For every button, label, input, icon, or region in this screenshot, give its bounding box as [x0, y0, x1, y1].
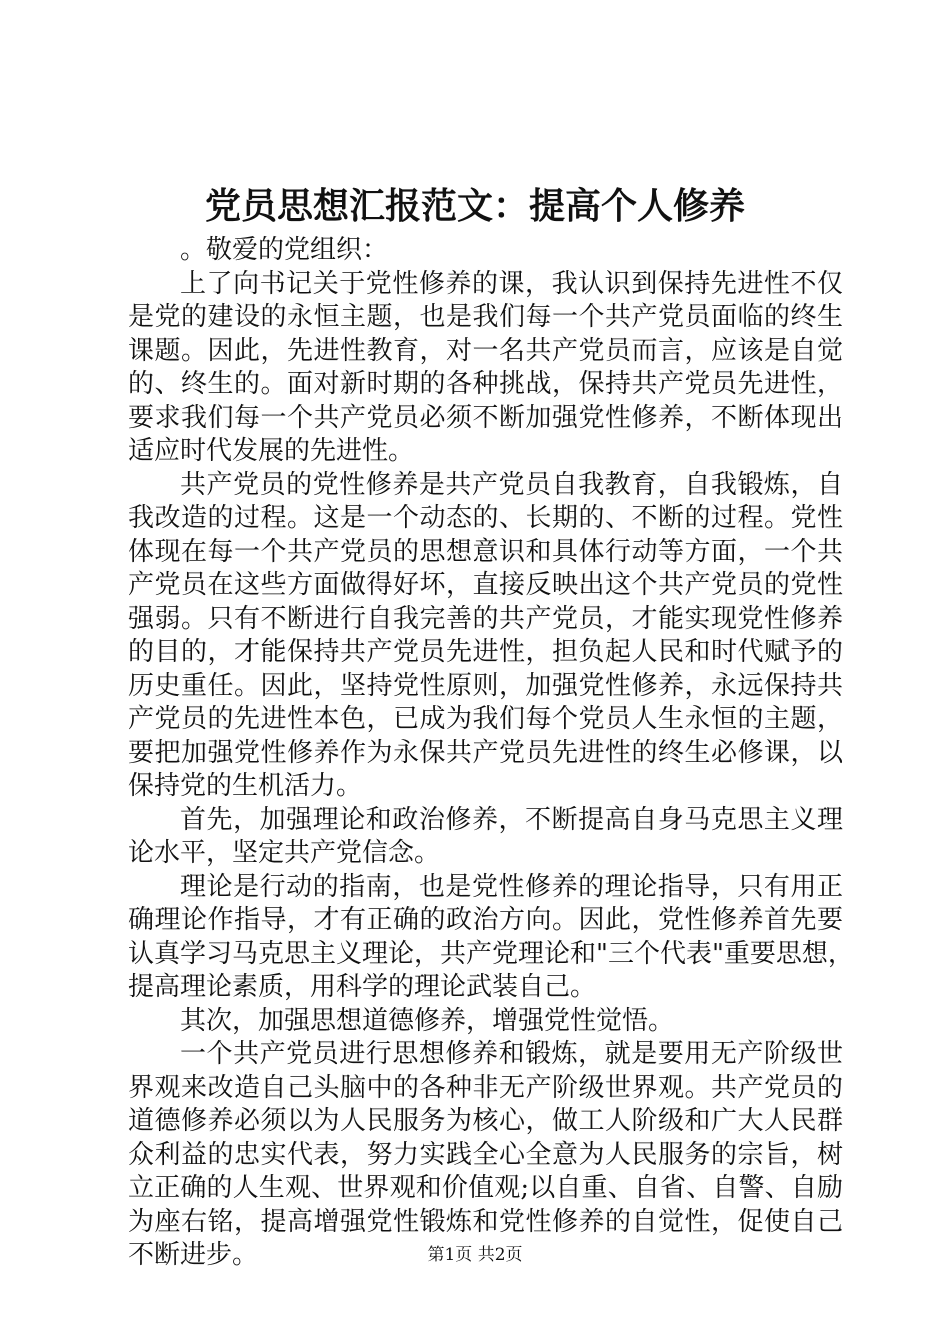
paragraph-line: 我改造的过程。这是一个动态的、长期的、不断的过程。党性 [128, 503, 843, 533]
paragraph [128, 1038, 843, 1273]
paragraph-line: 不断进步。 [128, 1240, 259, 1270]
paragraph [128, 268, 843, 469]
paragraph [128, 804, 843, 871]
paragraph-line: 课题。因此，先进性教育，对一名共产党员而言，应该是自觉 [128, 335, 843, 366]
paragraph-line: 一个共产党员进行思想修养和锻炼，就是要用无产阶级世 [180, 1039, 843, 1069]
paragraph-line: 认真学习马克思主义理论，共产党理论和"三个代表"重要思想， [128, 938, 854, 969]
paragraph [128, 469, 843, 804]
paragraph-line: 产党员在这些方面做得好坏，直接反映出这个共产党员的党性 [128, 570, 843, 600]
document-body [128, 234, 854, 1273]
paragraph-line: 体现在每一个共产党员的思想意识和具体行动等方面，一个共 [128, 536, 843, 567]
paragraph-line: 首先，加强理论和政治修养，不断提高自身马克思主义理 [180, 804, 843, 835]
paragraph-line: 的、终生的。面对新时期的各种挑战，保持共产党员先进性， [128, 369, 843, 399]
paragraph-line: 适应时代发展的先进性。 [128, 436, 415, 466]
paragraph-line: 其次，加强思想道德修养，增强党性觉悟。 [180, 1005, 675, 1036]
document-title: 党员思想汇报范文：提高个人修养 [204, 186, 745, 227]
paragraph-line: 论水平，坚定共产党信念。 [128, 838, 441, 868]
paragraph-line: 保持党的生机活力。 [128, 771, 363, 801]
paragraph-line: 道德修养必须以为人民服务为核心，做工人阶级和广大人民群 [128, 1106, 843, 1136]
paragraph-line: 界观来改造自己头脑中的各种非无产阶级世界观。共产党员的 [128, 1072, 843, 1103]
paragraph-line: 确理论作指导，才有正确的政治方向。因此，党性修养首先要 [128, 905, 843, 935]
paragraph [128, 871, 854, 1005]
paragraph-line: 要求我们每一个共产党员必须不断加强党性修养，不断体现出 [128, 402, 843, 433]
paragraph-line: 上了向书记关于党性修养的课，我认识到保持先进性不仅 [180, 268, 843, 299]
paragraph-line: 为座右铭，提高增强党性锻炼和党性修养的自觉性，促使自己 [128, 1206, 843, 1237]
paragraph-line: 强弱。只有不断进行自我完善的共产党员，才能实现党性修养 [128, 603, 843, 634]
salutation: 。敬爱的党组织： [180, 235, 389, 265]
paragraph-line: 要把加强党性修养作为永保共产党员先进性的终生必修课，以 [128, 737, 843, 768]
paragraph-line: 立正确的人生观、世界观和价值观;以自重、自省、自警、自励 [128, 1173, 843, 1203]
paragraph [128, 1005, 843, 1039]
paragraph-line: 产党员的先进性本色，已成为我们每个党员人生永恒的主题， [128, 704, 843, 734]
paragraph-line: 提高理论素质，用科学的理论武装自己。 [128, 972, 597, 1002]
page-number-footer: 第1页 共2页 [427, 1245, 523, 1265]
paragraph-line: 众利益的忠实代表，努力实践全心全意为人民服务的宗旨，树 [128, 1139, 843, 1170]
paragraph-line: 是党的建设的永恒主题，也是我们每一个共产党员面临的终生 [128, 302, 843, 332]
paragraph-line: 历史重任。因此，坚持党性原则，加强党性修养，永远保持共 [128, 670, 843, 701]
paragraph-line: 的目的，才能保持共产党员先进性，担负起人民和时代赋予的 [128, 637, 843, 667]
paragraph-line: 共产党员的党性修养是共产党员自我教育，自我锻炼，自 [180, 469, 843, 500]
paragraph-line: 理论是行动的指南，也是党性修养的理论指导，只有用正 [180, 871, 843, 902]
